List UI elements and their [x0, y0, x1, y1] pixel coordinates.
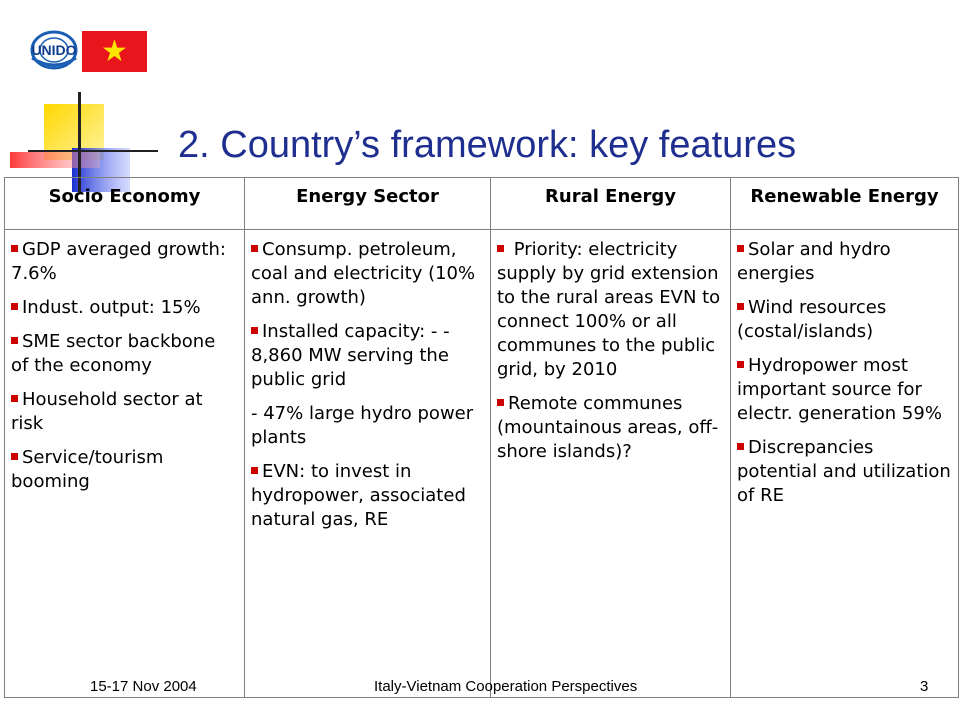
list-item: [251, 320, 484, 392]
features-table: [4, 177, 959, 698]
bullet-icon: [737, 303, 744, 310]
bullet-icon: [251, 245, 258, 252]
list-item: [251, 238, 484, 310]
list-item-text: Remote communes (mountainous areas, off-shore islands)?: [497, 393, 719, 462]
svg-text:UNIDO: UNIDO: [31, 42, 77, 58]
cell-rural-energy: [491, 230, 731, 698]
list-item-text: Hydropower most important source for electr. generation 59%: [737, 355, 942, 424]
table-header-row: [5, 178, 959, 230]
header-energy-sector: Energy Sector: [245, 178, 491, 230]
list-item-text: - 47% large hydro power plants: [251, 403, 474, 448]
list-item: [737, 296, 952, 344]
list-item: [251, 402, 484, 450]
page-title: 2. Country’s framework: key features: [178, 124, 797, 166]
list-item: [251, 460, 484, 532]
cell-energy-sector: [245, 230, 491, 698]
list-item: [737, 354, 952, 426]
star-icon: ★: [101, 33, 128, 69]
page-number: 3: [920, 678, 929, 695]
decorative-squares: [0, 0, 160, 200]
header-renewable-energy: Renewable Energy: [731, 178, 959, 230]
bullet-icon: [251, 327, 258, 334]
list-item-text: Service/tourism booming: [11, 447, 164, 492]
cell-renewable-energy: [731, 230, 959, 698]
unido-logo: [28, 28, 80, 72]
vietnam-flag: [82, 31, 147, 72]
list-item-text: Household sector at risk: [11, 389, 203, 434]
list-item-text: Priority: electricity supply by grid extension to the rural areas EVN to connect 100% or all communes to the public grid, by 2010: [497, 239, 721, 380]
bullet-icon: [737, 361, 744, 368]
list-item: [11, 388, 238, 436]
list-item-text: GDP averaged growth: 7.6%: [11, 239, 226, 284]
list-item-text: EVN: to invest in hydropower, associated natural gas, RE: [251, 461, 466, 530]
list-item: [11, 446, 238, 494]
list-item-text: Discrepancies potential and utilization of RE: [737, 437, 951, 506]
bullet-icon: [737, 443, 744, 450]
list-item-text: Wind resources (costal/islands): [737, 297, 887, 342]
list-item-text: Installed capacity: - - 8,860 MW serving the public grid: [251, 321, 450, 390]
list-item-text: SME sector backbone of the economy: [11, 331, 216, 376]
bullet-icon: [497, 399, 504, 406]
list-item: [737, 238, 952, 286]
bullet-icon: [737, 245, 744, 252]
table-row: [5, 230, 959, 698]
header-socio-economy: Socio Economy: [5, 178, 245, 230]
list-item-text: Solar and hydro energies: [737, 239, 891, 284]
list-item: [737, 436, 952, 508]
bullet-icon: [11, 337, 18, 344]
bullet-icon: [497, 245, 504, 252]
list-item: [497, 238, 724, 382]
header-rural-energy: Rural Energy: [491, 178, 731, 230]
bullet-icon: [11, 453, 18, 460]
bullet-icon: [11, 395, 18, 402]
list-item: [11, 330, 238, 378]
cell-socio-economy: [5, 230, 245, 698]
list-item-text: Indust. output: 15%: [22, 297, 201, 318]
list-item: [11, 296, 238, 320]
list-item-text: Consump. petroleum, coal and electricity (10% ann. growth): [251, 239, 476, 308]
footer-title: Italy-Vietnam Cooperation Perspectives: [374, 678, 638, 695]
footer-date: 15-17 Nov 2004: [90, 678, 197, 695]
list-item: [497, 392, 724, 464]
bullet-icon: [251, 467, 258, 474]
bullet-icon: [11, 303, 18, 310]
bullet-icon: [11, 245, 18, 252]
list-item: [11, 238, 238, 286]
